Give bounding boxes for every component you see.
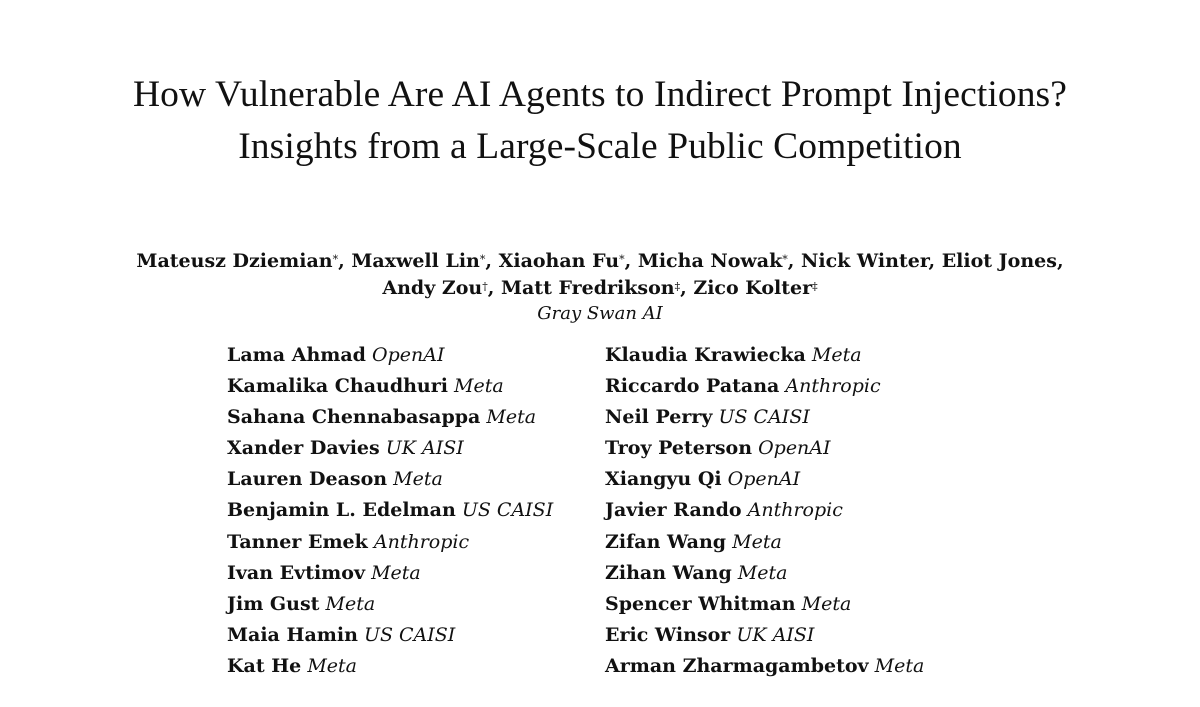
collaborator-affiliation: Meta — [454, 375, 504, 398]
collaborator-entry — [605, 495, 924, 526]
collaborator-affiliation: OpenAI — [372, 344, 445, 366]
collaborator-name: Neil Perry — [605, 406, 713, 429]
collaborator-name: Benjamin L. Edelman — [227, 499, 456, 522]
author-name: Xiaohan Fu — [498, 250, 620, 272]
core-author-line — [0, 248, 1200, 275]
collaborator-name: Troy Peterson — [605, 437, 753, 460]
collaborator-entry — [227, 433, 553, 464]
collaborator-name: Jim Gust — [227, 592, 320, 615]
author-footnote-mark: * — [782, 253, 788, 266]
collaborator-entry — [605, 433, 924, 464]
collaborator-entry — [227, 589, 553, 620]
collaborator-entry — [605, 527, 924, 558]
collaborator-entry — [605, 340, 924, 371]
core-affiliation: Gray Swan AI — [537, 303, 663, 324]
core-author-line — [0, 275, 1200, 302]
collaborator-entry — [227, 558, 553, 589]
author-separator: , — [1056, 250, 1064, 272]
collaborator-affiliation: Anthropic — [373, 530, 470, 553]
collaborator-name: Riccardo Patana — [605, 375, 780, 398]
author-footnote-mark: ‡ — [812, 280, 818, 293]
collaborator-affiliation: Meta — [393, 468, 443, 491]
collaborator-entry — [227, 651, 553, 682]
collaborator-affiliation: Meta — [325, 592, 376, 615]
author-separator: , — [787, 250, 801, 272]
collaborator-name: Javier Rando — [605, 499, 742, 522]
collaborator-name: Eric Winsor — [605, 623, 731, 646]
collaborator-entry — [227, 464, 553, 495]
author-footnote-mark: * — [619, 253, 625, 266]
collaborator-name: Maia Hamin — [227, 623, 358, 646]
title-line: How Vulnerable Are AI Agents to Indirect Prompt Injections? — [132, 74, 1067, 116]
collaborator-affiliation: Meta — [307, 654, 357, 677]
author-separator: , — [624, 250, 638, 272]
collaborator-name: Arman Zharmagambetov — [605, 654, 869, 677]
collaborator-affiliation: US CAISI — [363, 623, 456, 646]
collaborator-entry — [227, 495, 553, 526]
collaborator-affiliation: Meta — [801, 592, 852, 615]
collaborator-affiliation: US CAISI — [718, 406, 810, 429]
collaborator-entry — [605, 620, 924, 651]
author-name: Mateusz Dziemian — [136, 250, 333, 272]
collaborator-entry — [605, 371, 924, 402]
collaborator-column-right — [605, 340, 924, 682]
author-footnote-mark: * — [332, 253, 339, 266]
collaborator-name: Kamalika Chaudhuri — [227, 375, 448, 398]
collaborator-entry — [605, 651, 924, 682]
paper-title — [0, 69, 1200, 173]
collaborator-name: Lama Ahmad — [227, 344, 366, 366]
collaborator-entry — [605, 402, 924, 433]
collaborator-name: Spencer Whitman — [605, 592, 796, 615]
core-author-list — [0, 248, 1200, 302]
collaborator-name: Kat He — [227, 654, 302, 677]
author-separator: , — [338, 250, 352, 272]
collaborator-name: Zifan Wang — [605, 530, 727, 553]
collaborator-name: Ivan Evtimov — [227, 561, 366, 584]
collaborator-entry — [227, 527, 553, 558]
author-footnote-mark: * — [479, 253, 486, 266]
collaborator-column-left — [227, 340, 553, 682]
collaborator-affiliation: Anthropic — [747, 499, 843, 522]
title-line: Insights from a Large-Scale Public Competition — [238, 126, 962, 168]
author-separator: , — [928, 250, 942, 272]
author-separator: , — [487, 277, 501, 299]
collaborator-affiliation: Meta — [811, 344, 862, 366]
author-separator: , — [485, 250, 499, 272]
collaborator-entry — [605, 558, 924, 589]
collaborator-affiliation: Meta — [486, 406, 537, 429]
collaborator-entry — [227, 402, 553, 433]
collaborator-affiliation: Meta — [737, 561, 788, 584]
collaborator-affiliation: UK AISI — [736, 623, 815, 646]
collaborator-affiliation: OpenAI — [727, 468, 801, 491]
collaborator-affiliation: Meta — [371, 561, 421, 584]
collaborator-affiliation: Meta — [874, 654, 925, 677]
collaborator-affiliation: US CAISI — [461, 499, 554, 522]
collaborator-entry — [227, 340, 553, 371]
collaborator-name: Tanner Emek — [227, 530, 368, 553]
author-name: Nick Winter — [800, 250, 929, 272]
author-separator: , — [680, 277, 694, 299]
author-name: Maxwell Lin — [351, 250, 480, 272]
author-footnote-mark: † — [482, 280, 488, 293]
collaborator-affiliation: Meta — [732, 530, 782, 553]
collaborator-entry — [605, 464, 924, 495]
collaborator-name: Zihan Wang — [605, 561, 732, 584]
collaborator-name: Xiangyu Qi — [605, 468, 722, 491]
collaborator-entry — [227, 620, 553, 651]
author-footnote-mark: ‡ — [674, 280, 681, 293]
collaborator-affiliation: OpenAI — [758, 437, 831, 460]
collaborator-affiliation: UK AISI — [385, 437, 464, 460]
collaborator-entry — [605, 589, 924, 620]
author-name: Andy Zou — [382, 277, 483, 299]
collaborator-name: Lauren Deason — [227, 468, 388, 491]
author-name: Micha Nowak — [637, 250, 783, 272]
collaborator-affiliation: Anthropic — [785, 375, 881, 398]
collaborator-entry — [227, 371, 553, 402]
collaborator-name: Klaudia Krawiecka — [605, 344, 806, 366]
collaborator-name: Sahana Chennabasappa — [227, 406, 481, 429]
author-name: Zico Kolter — [693, 277, 813, 299]
collaborator-name: Xander Davies — [227, 437, 380, 460]
author-name: Matt Fredrikson — [500, 277, 675, 299]
author-name: Eliot Jones — [941, 250, 1057, 272]
